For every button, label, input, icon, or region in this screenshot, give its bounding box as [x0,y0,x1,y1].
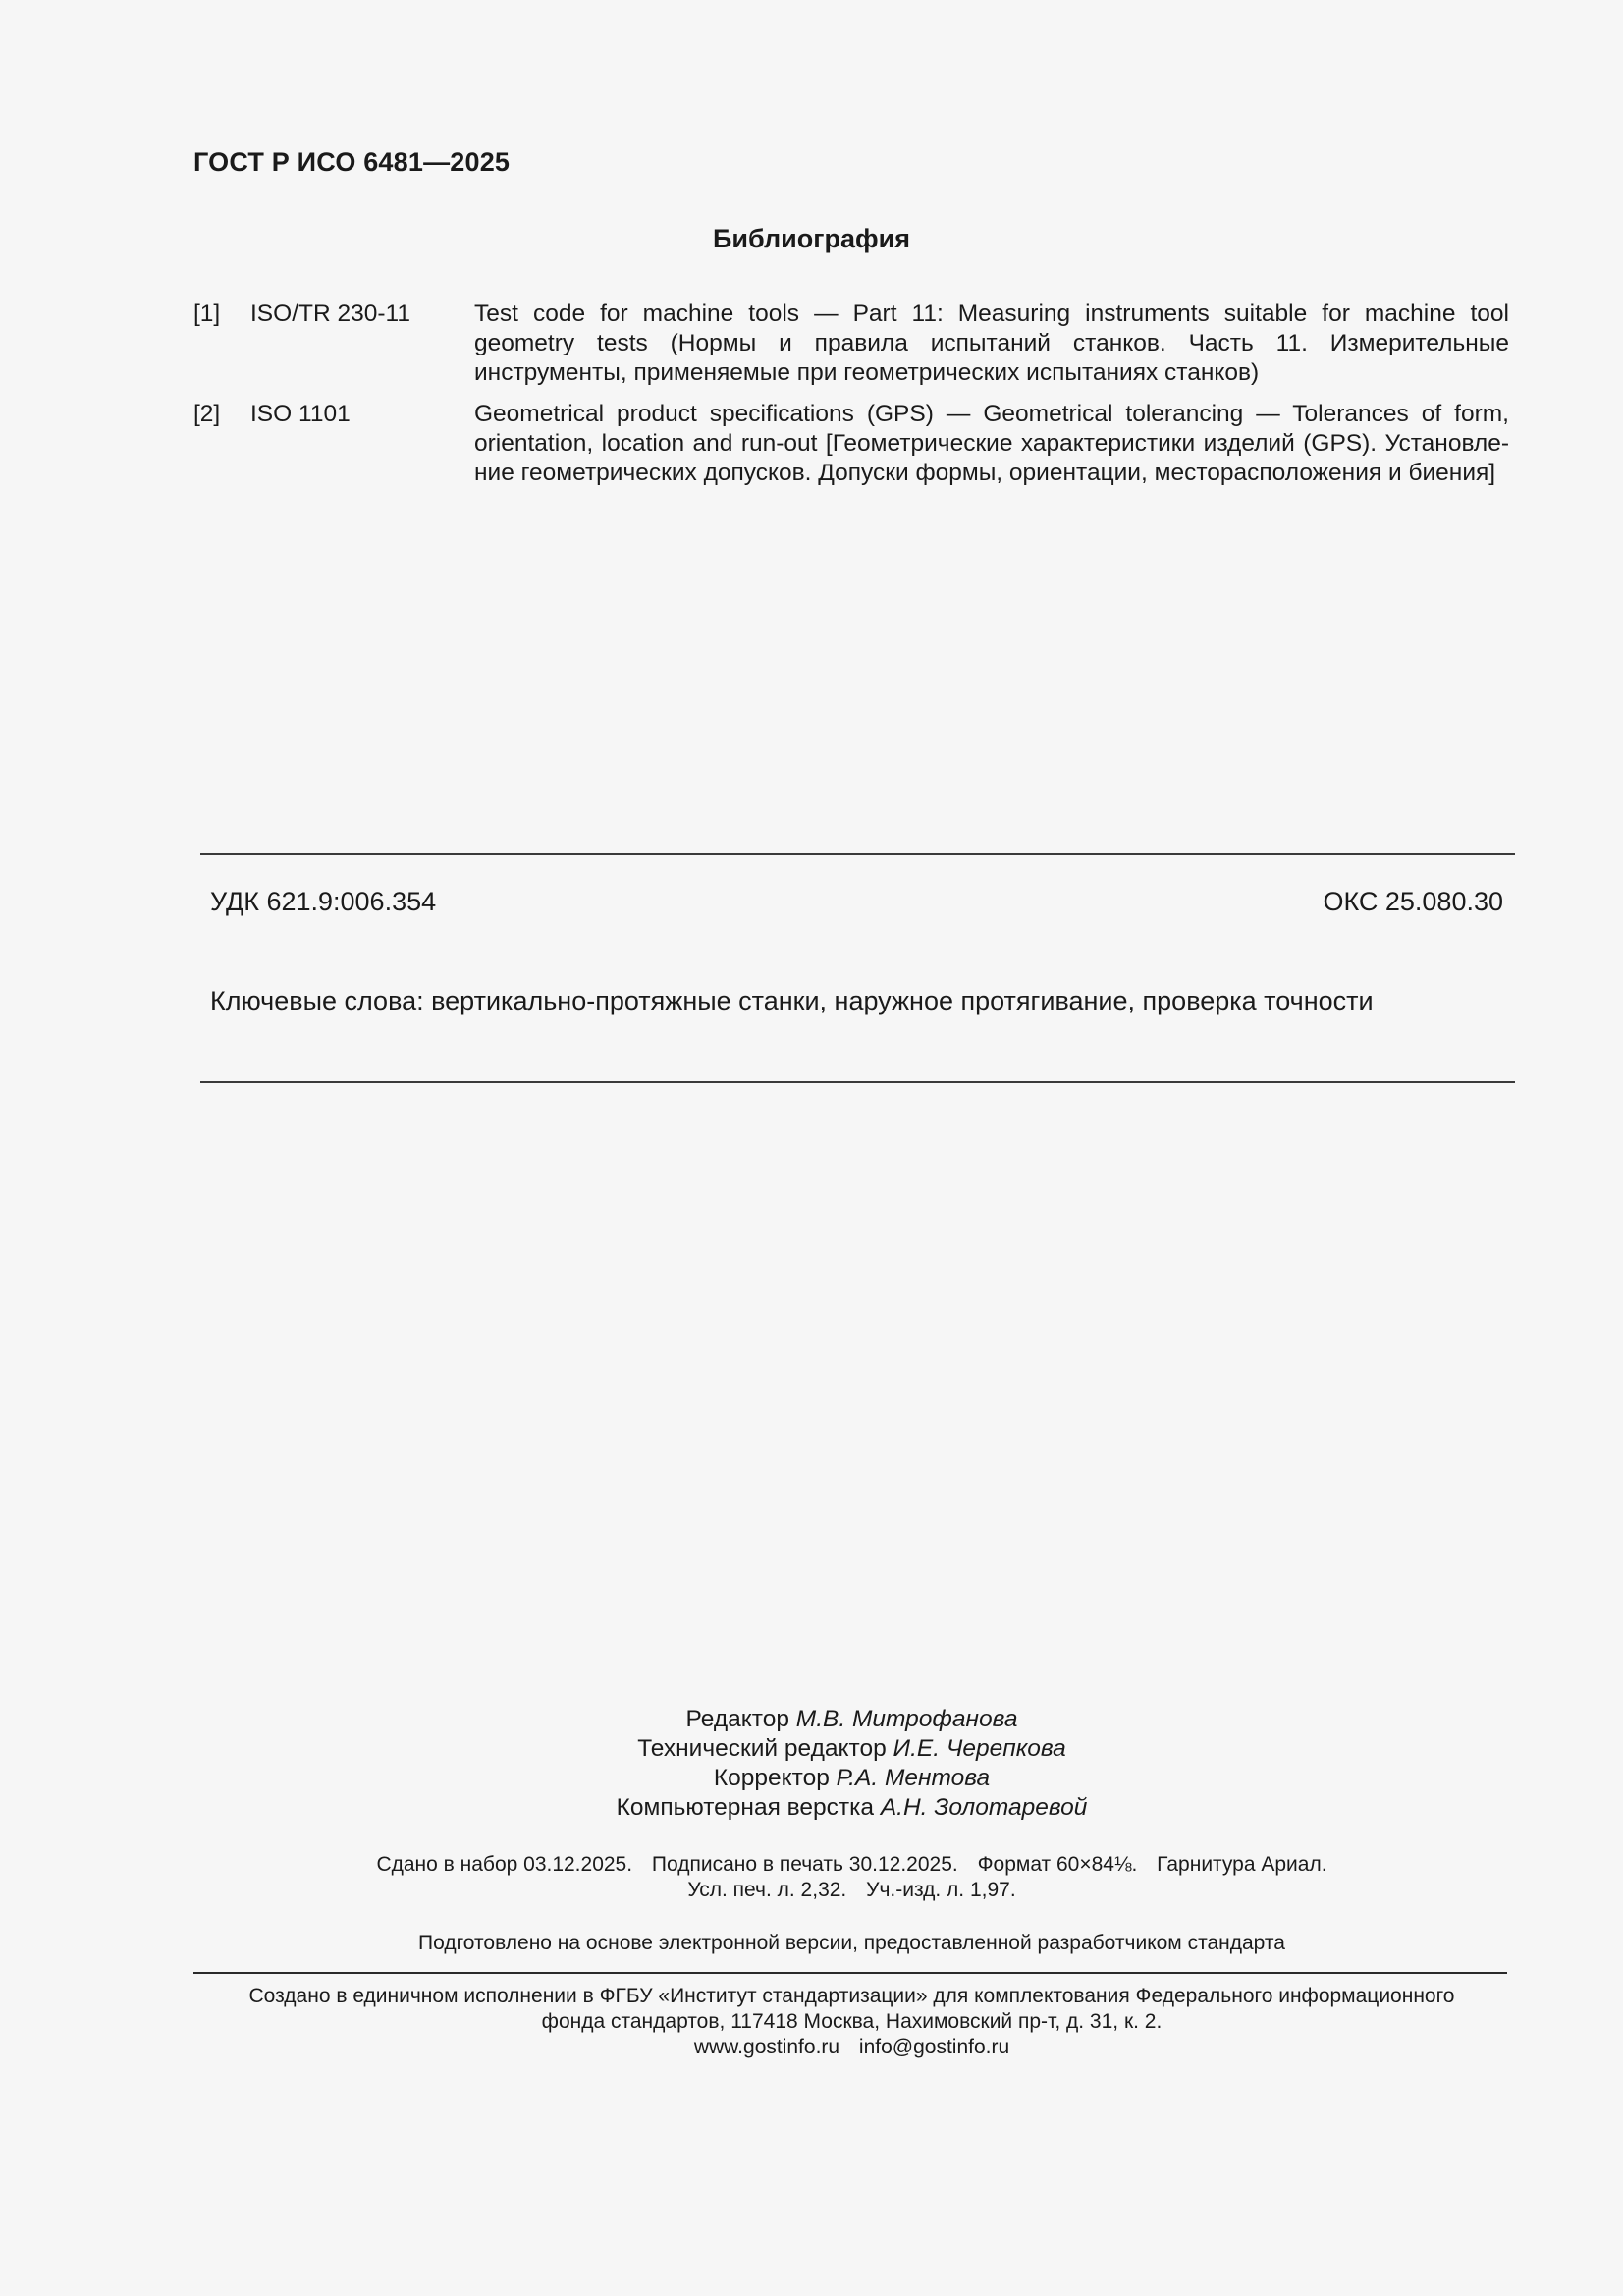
entry-description: Test code for machine tools — Part 11: Measuring instruments suitable for machine tool geometry tests (Нормы и правила испытаний станков. Часть 11. Измерительные инструменты, применяемые при геометрических испытаниях станков) [474,301,1509,386]
credit-role: Технический редактор [637,1735,887,1762]
oks-code: ОКС 25.080.30 [1323,887,1503,916]
email-link[interactable]: info@gostinfo.ru [858,2036,1010,2058]
credit-name: И.Е. Черепкова [893,1735,1066,1762]
credit-name: М.В. Митрофанова [795,1706,1018,1732]
publisher-footer [0,1984,1623,2060]
divider-footer [193,1972,1507,1974]
print-info-line-1 [0,1852,1623,1878]
divider-top [200,853,1515,855]
credits-block [0,1705,1623,1823]
credit-role: Компьютерная верстка [616,1794,875,1821]
website-link[interactable]: www.gostinfo.ru [693,2036,840,2058]
keywords: Ключевые слова: вертикально-протяжные станки, наружное протягивание, проверка точности [210,986,1374,1015]
entry-description: Geometrical product specifications (GPS) — Geometrical tolerancing — Tolerances of form, orientation, location and run-out [Геометрические характеристики изделий (GPS). Установление геометрических допусков. Допуски формы, ориентации, месторасположения и биения] [474,401,1509,486]
submitted-date: Сдано в набор 03.12.2025. [376,1853,633,1876]
credit-role: Редактор [685,1706,789,1732]
udk-code: УДК 621.9:006.354 [210,887,437,916]
credit-editor [0,1705,1623,1734]
credit-corrector [0,1764,1623,1793]
bibliography-entry [193,400,1509,488]
entry-number: [1] [193,301,221,327]
divider-bottom [200,1081,1515,1083]
paper-format: Формат 60×84⅛. [977,1853,1138,1876]
footer-line-2: фонда стандартов, 117418 Москва, Нахимовский пр-т, д. 31, к. 2. [541,2010,1163,2033]
entry-number: [2] [193,401,221,427]
typeface: Гарнитура Ариал. [1157,1853,1327,1876]
print-sheets: Усл. печ. л. 2,32. [687,1879,847,1901]
entry-reference: ISO 1101 [250,401,351,427]
bibliography-title: Библиография [713,224,910,253]
credit-name: Р.А. Ментова [836,1765,991,1791]
footer-contacts [0,2035,1623,2060]
footer-line-1: Создано в единичном исполнении в ФГБУ «Институт стандартизации» для комплектования Федерального информационного [248,1985,1455,2007]
bibliography-entry [193,300,1509,388]
document-code: ГОСТ Р ИСО 6481—2025 [193,147,511,177]
credit-tech-editor [0,1734,1623,1764]
credit-name: А.Н. Золотаревой [880,1794,1088,1821]
prepared-note: Подготовлено на основе электронной версии, предоставленной разработчиком стандарта [418,1932,1285,1954]
print-info [0,1852,1623,1903]
entry-reference: ISO/TR 230-11 [250,301,410,327]
credit-layout [0,1793,1623,1823]
credit-role: Корректор [713,1765,830,1791]
bibliography-list [193,300,1509,500]
print-info-line-2 [0,1878,1623,1903]
signed-date: Подписано в печать 30.12.2025. [651,1853,958,1876]
publisher-sheets: Уч.-изд. л. 1,97. [866,1879,1016,1901]
